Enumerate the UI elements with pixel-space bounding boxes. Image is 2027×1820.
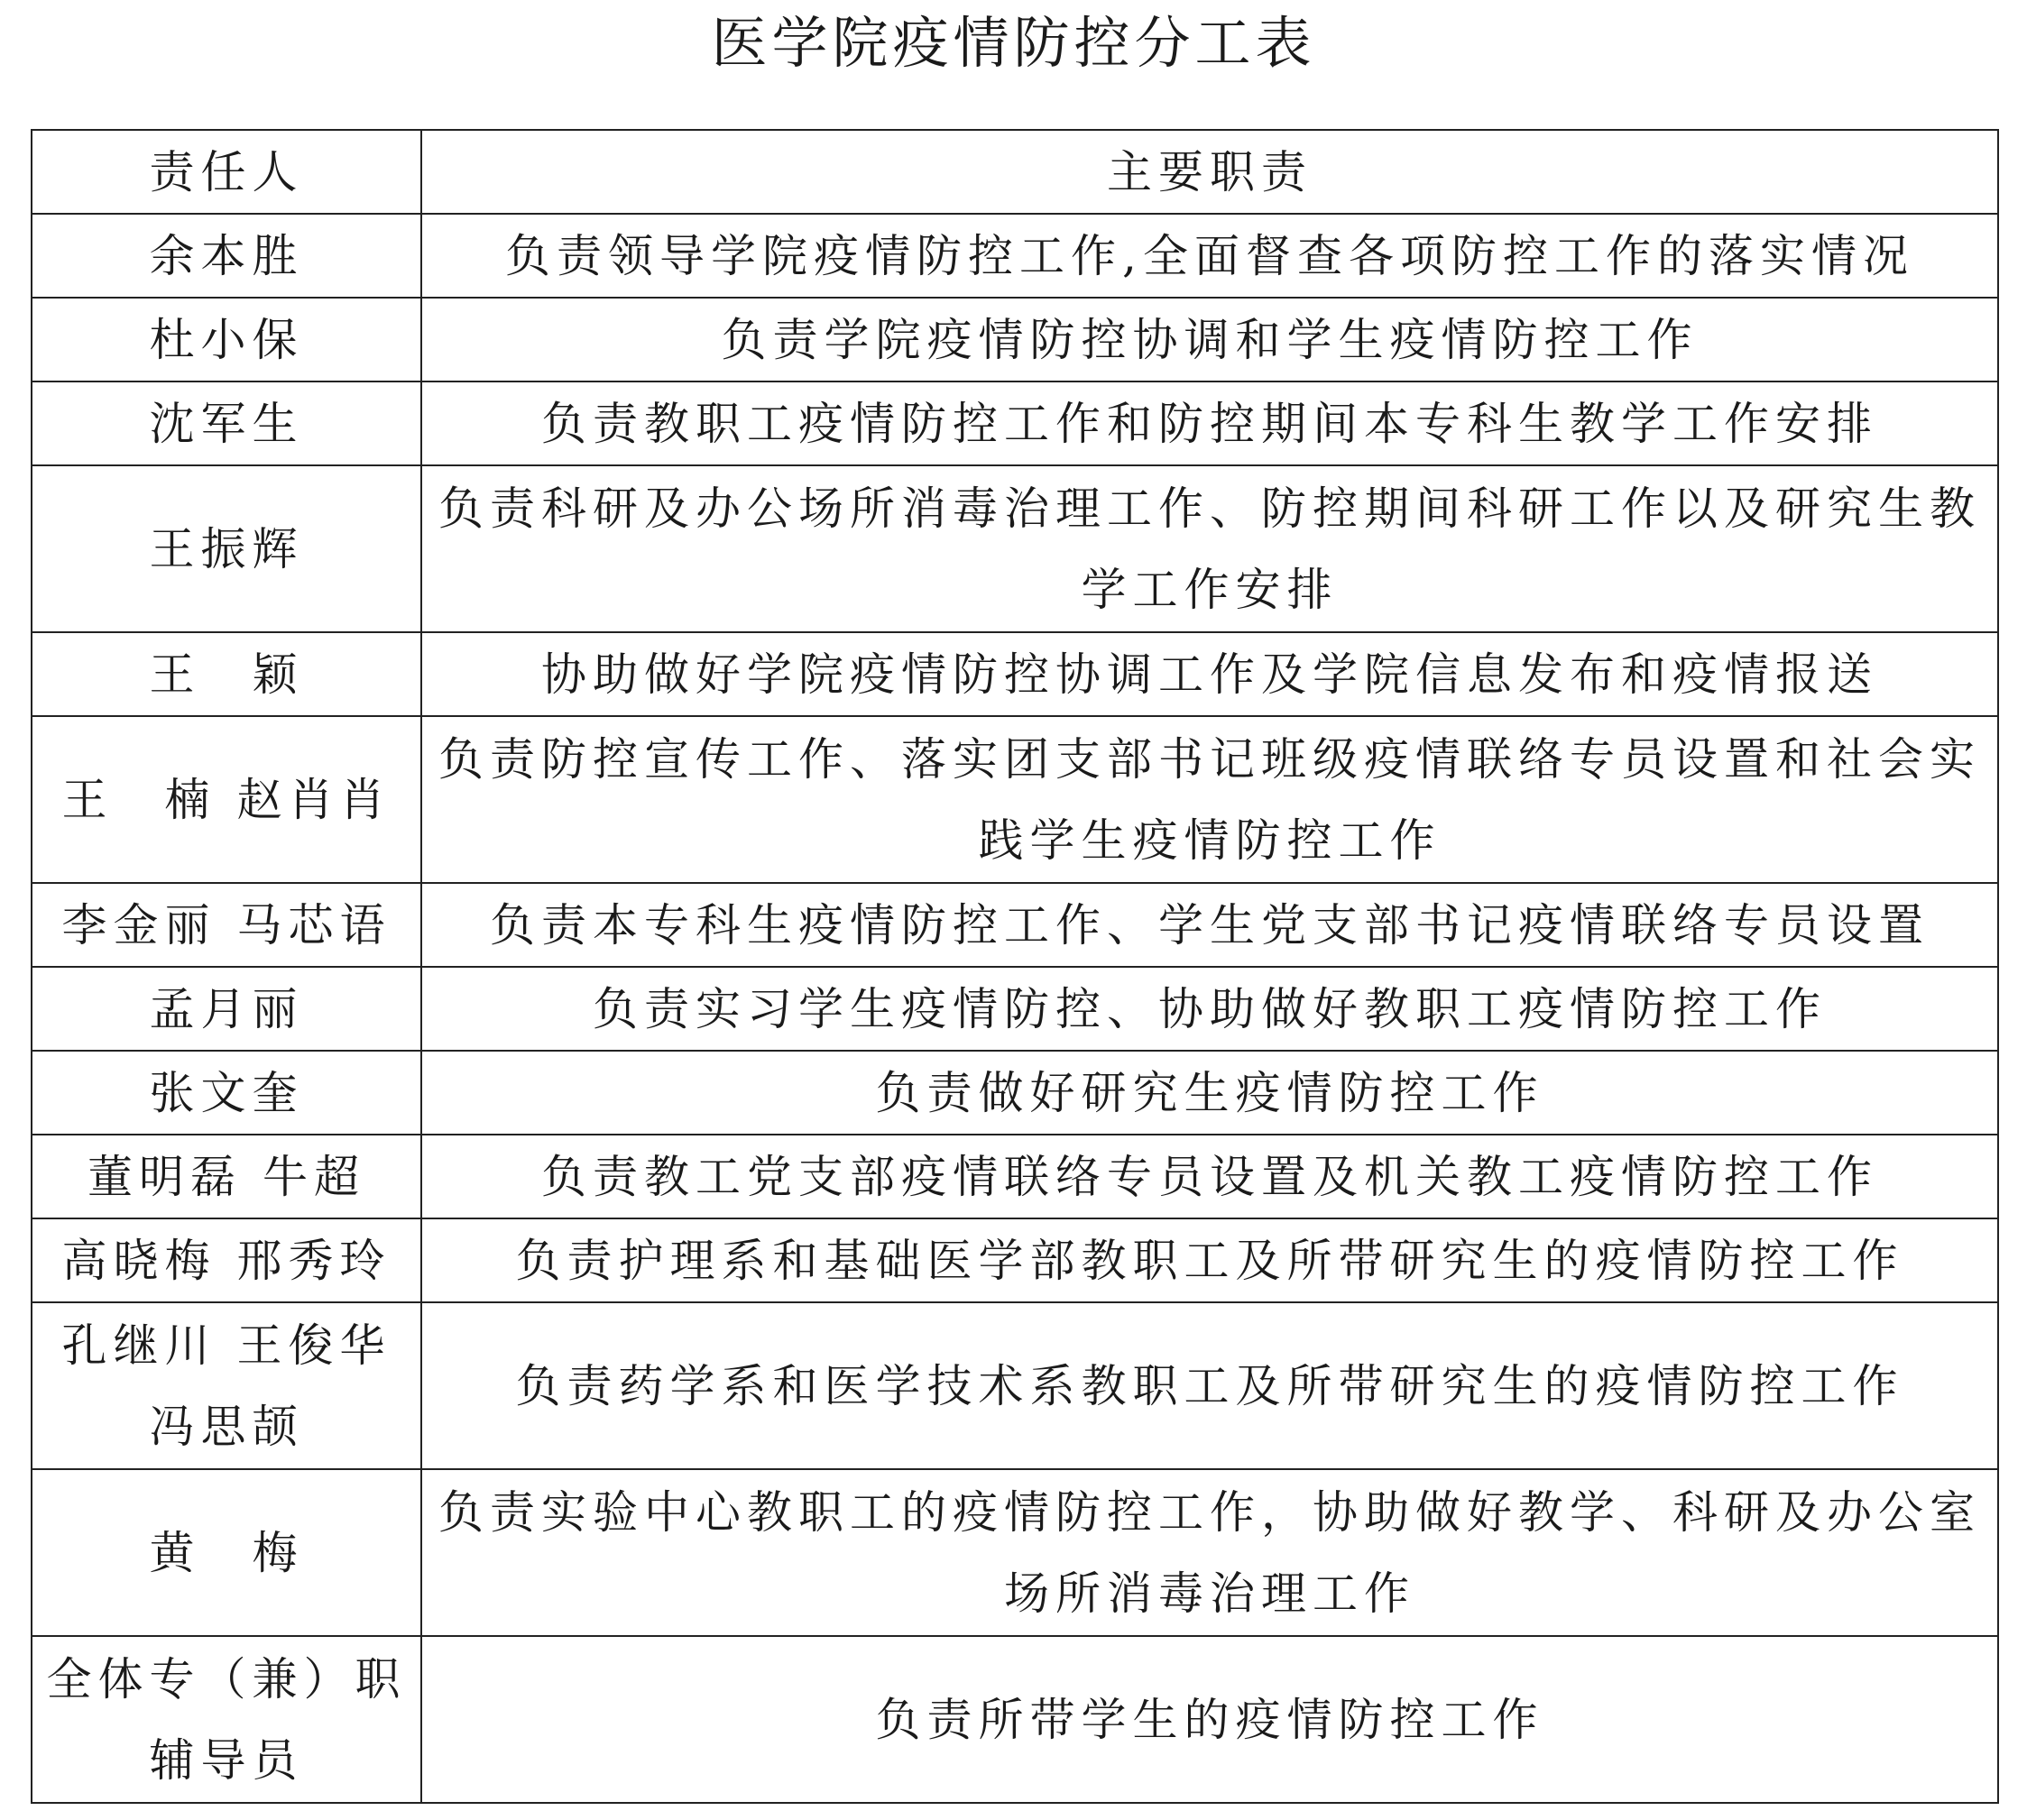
person-cell: 高晓梅 邢秀玲 [32, 1218, 421, 1302]
table-row [32, 1469, 1998, 1636]
person-cell: 张文奎 [32, 1051, 421, 1135]
duty-cell: 负责实验中心教职工的疫情防控工作，协助做好教学、科研及办公室场所消毒治理工作 [421, 1469, 1998, 1636]
header-duty: 主要职责 [421, 130, 1998, 214]
duty-cell: 负责教工党支部疫情联络专员设置及机关教工疫情防控工作 [421, 1135, 1998, 1218]
person-cell: 董明磊 牛超 [32, 1135, 421, 1218]
table-row [32, 632, 1998, 716]
table-row [32, 1636, 1998, 1803]
duty-cell: 负责防控宣传工作、落实团支部书记班级疫情联络专员设置和社会实践学生疫情防控工作 [421, 716, 1998, 883]
table-row [32, 1051, 1998, 1135]
person-cell: 王振辉 [32, 465, 421, 632]
duty-cell: 负责做好研究生疫情防控工作 [421, 1051, 1998, 1135]
duty-cell: 协助做好学院疫情防控协调工作及学院信息发布和疫情报送 [421, 632, 1998, 716]
table-row [32, 214, 1998, 298]
person-cell: 杜小保 [32, 298, 421, 381]
table-row [32, 1302, 1998, 1469]
table-row [32, 967, 1998, 1051]
table-row [32, 1218, 1998, 1302]
duty-cell: 负责教职工疫情防控工作和防控期间本专科生教学工作安排 [421, 381, 1998, 465]
table-row [32, 381, 1998, 465]
person-cell: 黄 梅 [32, 1469, 421, 1636]
duty-cell: 负责领导学院疫情防控工作,全面督查各项防控工作的落实情况 [421, 214, 1998, 298]
person-cell: 王 楠 赵肖肖 [32, 716, 421, 883]
duty-table [31, 129, 1999, 1804]
person-cell: 孔继川 王俊华冯思颉 [32, 1302, 421, 1469]
table-row [32, 883, 1998, 967]
person-cell: 王 颖 [32, 632, 421, 716]
header-person: 责任人 [32, 130, 421, 214]
person-cell: 孟月丽 [32, 967, 421, 1051]
duty-cell: 负责药学系和医学技术系教职工及所带研究生的疫情防控工作 [421, 1302, 1998, 1469]
page-title: 医学院疫情防控分工表 [711, 10, 1316, 76]
table-row [32, 465, 1998, 632]
duty-cell: 负责所带学生的疫情防控工作 [421, 1636, 1998, 1803]
table-row [32, 716, 1998, 883]
table-row [32, 298, 1998, 381]
person-cell: 沈军生 [32, 381, 421, 465]
person-cell: 余本胜 [32, 214, 421, 298]
duty-cell: 负责科研及办公场所消毒治理工作、防控期间科研工作以及研究生教学工作安排 [421, 465, 1998, 632]
person-cell: 全体专（兼）职辅导员 [32, 1636, 421, 1803]
duty-cell: 负责本专科生疫情防控工作、学生党支部书记疫情联络专员设置 [421, 883, 1998, 967]
duty-cell: 负责实习学生疫情防控、协助做好教职工疫情防控工作 [421, 967, 1998, 1051]
person-cell: 李金丽 马芯语 [32, 883, 421, 967]
table-row [32, 1135, 1998, 1218]
duty-cell: 负责学院疫情防控协调和学生疫情防控工作 [421, 298, 1998, 381]
duty-cell: 负责护理系和基础医学部教职工及所带研究生的疫情防控工作 [421, 1218, 1998, 1302]
table-header-row [32, 130, 1998, 214]
